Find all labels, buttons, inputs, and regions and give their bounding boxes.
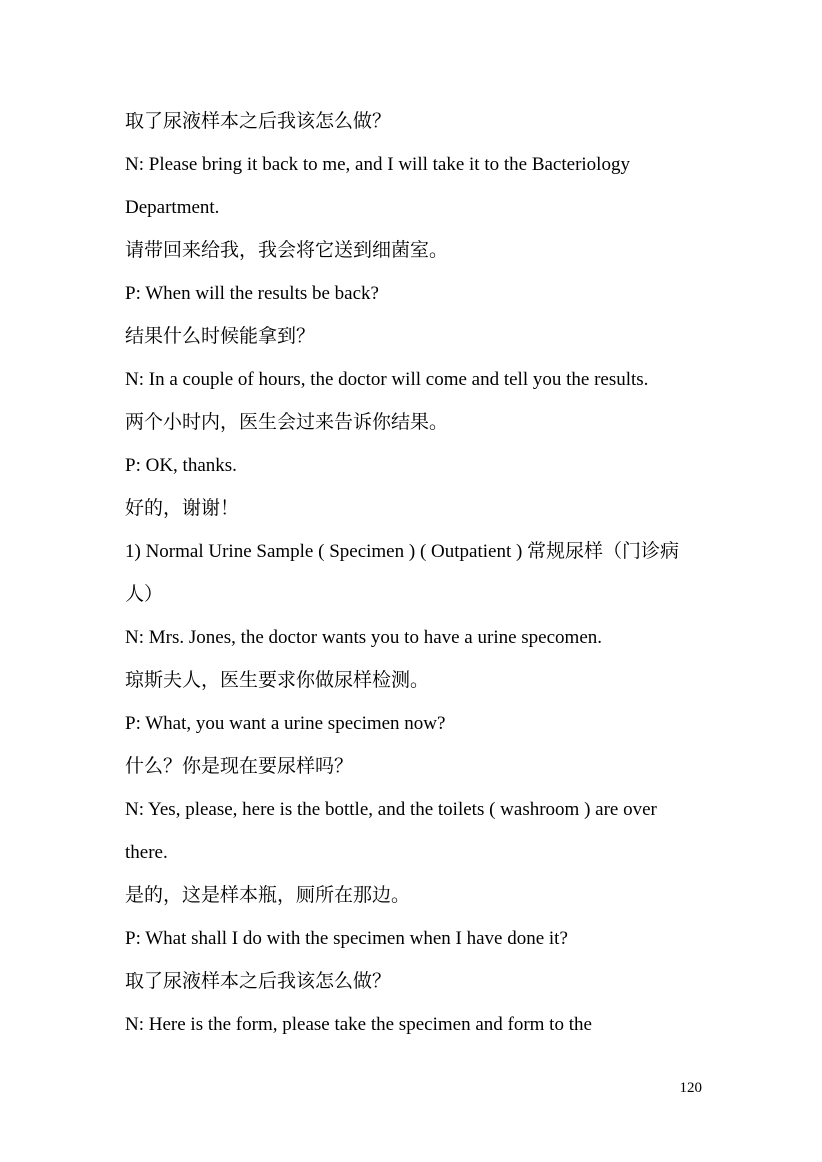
text-line: Department. <box>125 197 220 218</box>
text-line: P: What shall I do with the specimen when I have done it? <box>125 928 568 949</box>
page-number: 120 <box>679 1080 702 1096</box>
text-line: 两个小时内，医生会过来告诉你结果。 <box>125 412 449 433</box>
text-line: 好的，谢谢！ <box>125 498 240 519</box>
text-line: N: Please bring it back to me, and I will take it to the Bacteriology <box>125 154 630 175</box>
text-line: P: When will the results be back? <box>125 283 379 304</box>
text-line: 取了尿液样本之后我该怎么做？ <box>125 971 392 992</box>
text-line: 取了尿液样本之后我该怎么做？ <box>125 111 392 132</box>
text-line: there. <box>125 842 168 863</box>
section-heading: 1) Normal Urine Sample ( Specimen ) ( Outpatient ) 常规尿样（门诊病 <box>125 541 680 562</box>
text-line: N: Here is the form, please take the specimen and form to the <box>125 1014 592 1035</box>
text-line: N: Mrs. Jones, the doctor wants you to have a urine specomen. <box>125 627 603 648</box>
text-line: N: Yes, please, here is the bottle, and the toilets ( washroom ) are over <box>125 799 657 820</box>
text-line: 琼斯夫人，医生要求你做尿样检测。 <box>125 670 430 691</box>
text-line: P: What, you want a urine specimen now? <box>125 713 446 734</box>
text-line: 结果什么时候能拿到？ <box>125 326 316 347</box>
text-line: 是的，这是样本瓶，厕所在那边。 <box>125 885 411 906</box>
dialogue-text <box>125 100 775 1046</box>
text-line: 请带回来给我，我会将它送到细菌室。 <box>125 240 449 261</box>
section-heading-continuation: 人） <box>125 584 164 605</box>
text-line: N: In a couple of hours, the doctor will come and tell you the results. <box>125 369 649 390</box>
text-line: P: OK, thanks. <box>125 455 237 476</box>
text-line: 什么？你是现在要尿样吗？ <box>125 756 354 777</box>
